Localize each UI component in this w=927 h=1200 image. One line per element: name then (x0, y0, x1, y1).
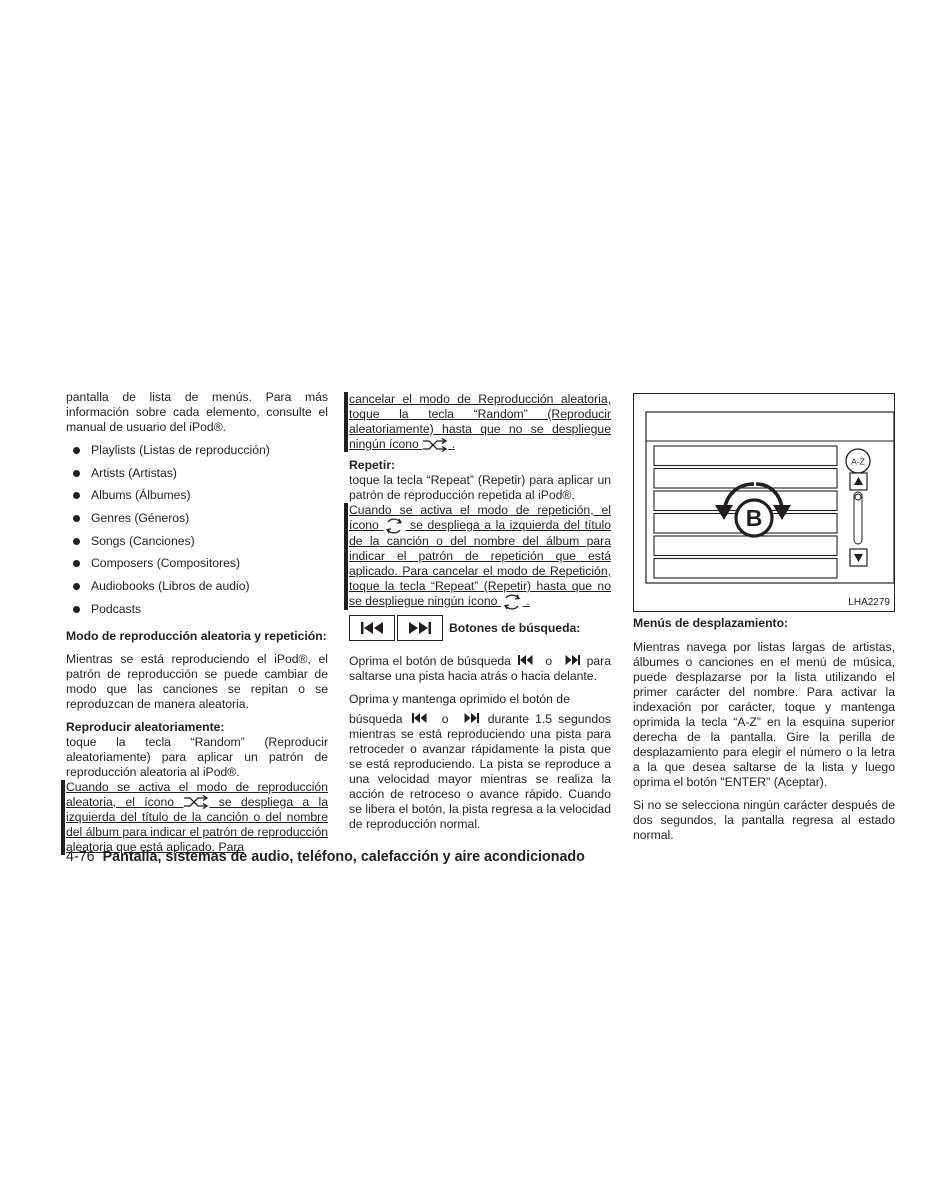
column-3 (633, 393, 895, 851)
repeat-paragraph: toque la tecla “Repeat” (Repetir) para aplicar un patrón de reproducción repetida al iPod®. (349, 473, 611, 502)
shuffle-revised-text-b: se despliega a la izquierda del título de la canción o del nombre del álbum para indicar el patrón de reproducción aleatoria que está aplicado. Para (66, 794, 328, 854)
list-item: Genres (Géneros) (66, 511, 328, 534)
scroll-up-arrow-icon (850, 473, 867, 490)
knob-b (736, 500, 772, 536)
repeat-icon (383, 518, 405, 534)
az-key-label: A-Z (851, 456, 865, 467)
seek-back-button (349, 615, 395, 641)
screen-illustration (634, 394, 894, 611)
list-row (654, 536, 837, 556)
seek-forward-icon (398, 616, 442, 640)
seek-p2-text-b: durante 1.5 segundos mientras se está reproduciendo una pista para retroceder o avanzar rápidamente la pista que se está reproduciendo. La pista se reproduce a una velocidad mayor mientras se realiza la acción de retroceso o avance rápido. Cuando se libera el botón, la pista regresa a la velocidad de reproducción normal. (349, 712, 612, 831)
seek-paragraph-1 (349, 654, 611, 684)
shuffle-cancel-paragraph (349, 392, 611, 452)
intro-paragraph: pantalla de lista de menús. Para más información sobre cada elemento, consulte el manual de usuario del iPod®. (66, 390, 328, 434)
repeat-heading: Repetir: (349, 458, 396, 472)
scroll-menu-figure (633, 393, 895, 612)
shuffle-heading: Reproducir aleatoriamente: (66, 719, 225, 734)
shuffle-revised-text-a: Cuando se activa el modo de reproducción aleatoria, el ícono (66, 779, 328, 809)
column-2 (349, 392, 611, 840)
random-mode-heading: Modo de reproducción aleatoria y repetición: (66, 628, 327, 643)
revision-bar-shuffle (61, 780, 328, 855)
list-item: Albums (Álbumes) (66, 488, 328, 511)
seek-p1-text-a: Oprima el botón de búsqueda (349, 654, 511, 668)
revision-bar-repeat (344, 503, 611, 610)
seek-p2-text-a: búsqueda (349, 712, 403, 726)
seek-paragraph-2 (349, 712, 611, 832)
repeat-revised-text-c: . (526, 594, 530, 609)
page-number: 4-76 (66, 849, 95, 865)
list-item: Composers (Compositores) (66, 556, 328, 579)
shuffle-cancel-text-a: cancelar el modo de Reproducción aleatoria, toque la tecla “Random” (Reproducir aleatoriamente) hasta que no se despliegue ningún ícono (349, 392, 611, 451)
seek-buttons-row (349, 613, 611, 643)
seek-back-icon (350, 616, 394, 640)
seek-forward-button (397, 615, 443, 641)
list-item: Audiobooks (Libros de audio) (66, 579, 328, 602)
shuffle-icon (422, 438, 448, 452)
chapter-title: Pantalla, sistemas de audio, teléfono, calefacción y aire acondicionado (102, 849, 585, 865)
seek-p1-text-b: para saltarse una pista hacia atrás o hacia delante. (349, 654, 611, 683)
knob-label: B (745, 505, 763, 531)
scroll-paragraph-2: Si no se selecciona ningún carácter después de dos segundos, la pantalla regresa al estado normal. (633, 798, 895, 842)
list-row (654, 559, 837, 579)
repeat-icon (501, 594, 523, 610)
list-item: Songs (Canciones) (66, 534, 328, 557)
scrollbar-track (854, 492, 862, 544)
repeat-revised-paragraph (349, 503, 611, 610)
shuffle-icon (183, 795, 209, 809)
seek-back-icon (412, 713, 427, 723)
seek-heading: Botones de búsqueda: (449, 620, 581, 635)
column-1 (66, 390, 328, 855)
seek-paragraph-2-intro: Oprima y mantenga oprimido el botón de (349, 692, 570, 706)
list-row (654, 446, 837, 466)
shuffle-paragraph (66, 735, 328, 780)
random-mode-paragraph: Mientras se está reproduciendo el iPod®, el patrón de reproducción se puede cambiar de modo que las canciones se repitan o se reproduzcan de manera aleatoria. (66, 651, 328, 711)
shuffle-revised-paragraph (66, 780, 328, 855)
seek-forward-icon (565, 655, 580, 665)
figure-label: LHA2279 (848, 597, 890, 608)
seek-forward-icon (464, 713, 479, 723)
list-item: Playlists (Listas de reproducción) (66, 443, 328, 466)
scroll-heading: Menús de desplazamiento: (633, 616, 789, 630)
list-item: Podcasts (66, 602, 328, 625)
repeat-revised-text-a: Cuando se activa el modo de repetición, el ícono (349, 503, 611, 533)
seek-p1-or: o (545, 654, 553, 668)
az-key (846, 449, 870, 473)
list-item: Artists (Artistas) (66, 466, 328, 489)
scroll-down-arrow-icon (850, 549, 867, 566)
seek-p2-or: o (441, 712, 449, 726)
seek-back-icon (518, 655, 533, 665)
menu-item-list (66, 443, 328, 625)
page-footer (66, 848, 585, 866)
revision-bar-shuffle-cancel (344, 392, 611, 452)
shuffle-text: toque la tecla “Random” (Reproducir aleatoriamente) para aplicar un patrón de reproducción aleatoria al iPod®. (66, 734, 328, 779)
scroll-paragraph-1: Mientras navega por listas largas de artistas, álbumes o canciones en el menú de música, puede desplazarse por la lista utilizando el primer carácter del nombre. Para activar la indexación por carácter, toque y mantenga oprimida la tecla “A-Z” en la esquina superior derecha de la pantalla. Gire la perilla de desplazamiento para elegir el número o la letra a la que desea saltarse de la lista y luego oprima el botón "ENTER" (Aceptar). (633, 640, 895, 789)
shuffle-cancel-text-b: . (451, 437, 455, 451)
repeat-revised-text-b: se despliega a la izquierda del título de la canción o del nombre del álbum para indicar el patrón de repetición que está aplicado. Para cancelar el modo de Repetición, toque la tecla “Repeat” (Repetir) hasta que no se despliegue ningún ícono (349, 518, 611, 609)
